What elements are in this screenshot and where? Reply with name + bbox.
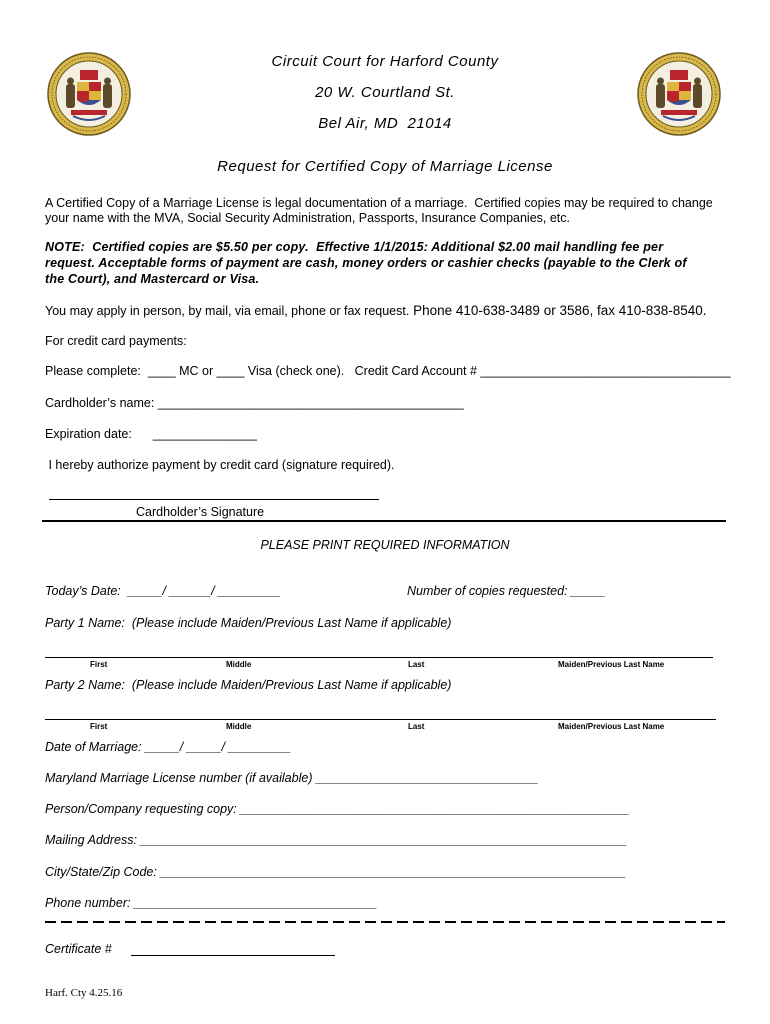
license-number-field[interactable]: Maryland Marriage License number (if available) ________________________________ [45, 771, 539, 785]
court-name: Circuit Court for Harford County [271, 53, 499, 70]
party-2-heading: Party 2 Name: (Please include Maiden/Previous Last Name if applicable) [45, 678, 452, 692]
form-version: Harf. Cty 4.25.16 [45, 987, 123, 999]
party-1-last-label: Last [408, 660, 425, 669]
dashed-divider [45, 921, 725, 923]
party-2-middle-label: Middle [226, 722, 252, 731]
party-2-last-label: Last [408, 722, 425, 731]
phone-number-field[interactable]: Phone number: ___________________________________ [45, 896, 378, 910]
party-1-middle-label: Middle [226, 660, 252, 669]
intro-line-2: your name with the MVA, Social Security Administration, Passports, Insurance Companies, etc. [45, 211, 570, 225]
city-state-zip-field[interactable]: City/State/Zip Code: ___________________________________________________________________ [45, 865, 627, 879]
certificate-number-label: Certificate # [45, 942, 116, 956]
copies-requested-field[interactable]: Number of copies requested: _____ [407, 584, 606, 598]
court-city: Bel Air, MD 21014 [318, 115, 452, 132]
apply-methods: You may apply in person, by mail, via email, phone or fax request. [45, 304, 410, 318]
note-line-3: the Court), and Mastercard or Visa. [45, 272, 260, 286]
please-print-heading: PLEASE PRINT REQUIRED INFORMATION [260, 538, 510, 552]
note-line-2: request. Acceptable forms of payment are cash, money orders or cashier checks (payable to the Clerk of [45, 256, 687, 270]
party-2-name-line[interactable] [45, 719, 716, 720]
date-of-marriage-field[interactable]: Date of Marriage: _____/ _____/ _________ [45, 740, 292, 754]
party-1-maiden-label: Maiden/Previous Last Name [558, 660, 665, 669]
party-2-maiden-label: Maiden/Previous Last Name [558, 722, 665, 731]
party-1-heading: Party 1 Name: (Please include Maiden/Previous Last Name if applicable) [45, 616, 452, 630]
mailing-address-field[interactable]: Mailing Address: ______________________________________________________________________ [45, 833, 628, 847]
party-1-first-label: First [90, 660, 108, 669]
credit-card-label: For credit card payments: [45, 334, 187, 348]
court-street: 20 W. Courtland St. [315, 84, 455, 101]
authorize-text: I hereby authorize payment by credit card (signature required). [45, 458, 395, 472]
party-1-name-line[interactable] [45, 657, 713, 658]
card-type-field[interactable]: Please complete: ____ MC or ____ Visa (check one). Credit Card Account # ____________________________________ [45, 364, 731, 378]
expiration-date-field[interactable]: Expiration date: _______________ [45, 427, 257, 441]
requester-field[interactable]: Person/Company requesting copy: ________________________________________________________ [45, 802, 630, 816]
intro-line-1: A Certified Copy of a Marriage License is legal documentation of a marriage. Certified copies may be required to change [45, 196, 713, 210]
page-title: Request for Certified Copy of Marriage License [217, 158, 553, 175]
contact-numbers: Phone 410-638-3489 or 3586, fax 410-838-8540. [409, 303, 707, 318]
signature-line[interactable] [49, 499, 379, 500]
certificate-number-line[interactable] [131, 955, 335, 956]
section-divider [42, 520, 726, 522]
cardholder-name-field[interactable]: Cardholder’s name: ____________________________________________ [45, 396, 464, 410]
party-2-first-label: First [90, 722, 108, 731]
todays-date-field[interactable]: Today’s Date: _____/ ______/ _________ [45, 584, 281, 598]
apply-text [45, 303, 707, 318]
signature-label: Cardholder’s Signature [136, 505, 265, 519]
note-line-1: NOTE: Certified copies are $5.50 per copy. Effective 1/1/2015: Additional $2.00 mail handling fee per [45, 240, 664, 254]
